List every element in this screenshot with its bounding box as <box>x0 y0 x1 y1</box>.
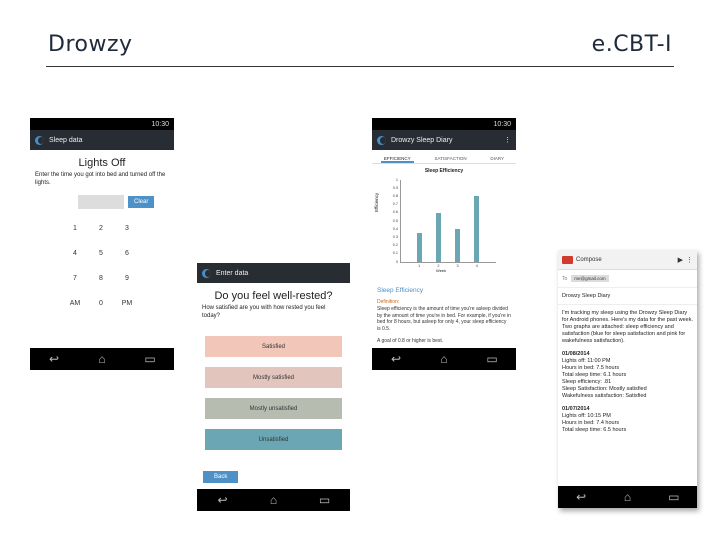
recents-nav-icon[interactable]: ▭ <box>318 493 331 507</box>
y-tick-label: 0.2 <box>392 243 398 248</box>
recents-nav-icon[interactable]: ▭ <box>668 490 680 504</box>
nav-bar <box>558 486 697 508</box>
back-nav-icon[interactable]: ↩ <box>217 493 228 507</box>
nav-bar <box>372 348 516 370</box>
home-nav-icon[interactable]: ⌂ <box>623 490 632 504</box>
subject-field[interactable]: Drowzy Sleep Diary <box>558 288 697 305</box>
back-button[interactable]: Back <box>203 471 238 483</box>
key-4[interactable]: 4 <box>73 250 77 257</box>
key-2[interactable]: 2 <box>99 225 103 232</box>
entry-line: Sleep efficiency: .81 <box>562 379 612 385</box>
y-tick-label: 1 <box>395 177 398 182</box>
back-nav-icon[interactable]: ↩ <box>48 352 60 366</box>
x-axis <box>400 262 496 263</box>
tab-diary[interactable]: DIARY <box>490 156 505 161</box>
entry-line: Lights off: 10:15 PM <box>562 413 611 419</box>
phone-email-compose <box>558 250 697 508</box>
action-bar <box>197 263 350 283</box>
answer-mostly-unsatisfied[interactable]: Mostly unsatisfied <box>205 398 342 419</box>
key-am[interactable]: AM <box>69 300 81 307</box>
recents-nav-icon[interactable]: ▭ <box>486 352 498 366</box>
answer-unsatisfied[interactable]: Unsatisfied <box>205 429 342 450</box>
entry-line: Lights off: 11:00 PM <box>562 358 611 364</box>
entry-line: Hours in bed: 7.4 hours <box>562 420 620 426</box>
recipient-chip[interactable]: me@gmail.com <box>571 275 608 282</box>
chart-title: Sleep Efficiency <box>424 168 464 174</box>
efficiency-bar <box>436 213 441 262</box>
moon-icon[interactable] <box>202 269 211 278</box>
nav-bar <box>30 348 174 370</box>
slide-title-left: Drowzy <box>48 32 133 57</box>
efficiency-bar <box>455 229 460 262</box>
email-body[interactable]: I'm tracking my sleep using the Drowzy Sleep Diary for Android phones. Here's my data for the past week. Two graphs are attached: sleep efficiency and satisfaction (blue for sleep satisfaction and pink for wakefulness satisfaction). <box>562 310 693 344</box>
y-axis-label: Efficiency <box>374 192 379 212</box>
action-bar <box>30 130 174 150</box>
definition-text: Sleep efficiency is the amount of time you're asleep divided by the amount of time you're in bed. For example, if you're in bed for 8 hours, but asleep for only 4, your sleep efficiency is 0.5. <box>377 306 511 332</box>
answer-mostly-satisfied[interactable]: Mostly satisfied <box>205 367 342 388</box>
compose-label: Compose <box>576 256 602 263</box>
time-input[interactable] <box>78 195 124 209</box>
home-nav-icon[interactable]: ⌂ <box>440 352 448 366</box>
overflow-menu-icon[interactable]: ⋮ <box>504 137 511 144</box>
key-0[interactable]: 0 <box>99 300 103 307</box>
phone-sleep-diary <box>372 118 516 370</box>
back-nav-icon[interactable]: ↩ <box>390 352 402 366</box>
nav-bar <box>197 489 350 511</box>
gmail-icon[interactable] <box>562 256 573 264</box>
y-axis <box>400 180 401 262</box>
x-tick-label: 2 <box>437 264 440 268</box>
instruction-text: How satisfied are you with how rested you feel today? <box>202 305 326 319</box>
phone-well-rested <box>197 263 350 511</box>
moon-icon[interactable] <box>377 136 386 145</box>
definition-title: Definition: <box>377 299 400 305</box>
entry-line: Wakefulness satisfaction: Satisfied <box>562 393 647 399</box>
action-bar <box>372 130 516 150</box>
entry-line: Hours in bed: 7.5 hours <box>562 365 620 371</box>
caption-title: Sleep Efficiency <box>377 287 424 294</box>
x-axis-label: Week <box>436 268 447 273</box>
x-tick-label: 1 <box>418 264 421 268</box>
y-tick-label: 0.3 <box>392 234 398 239</box>
key-6[interactable]: 6 <box>125 250 129 257</box>
home-nav-icon[interactable]: ⌂ <box>98 352 106 366</box>
send-icon[interactable]: ▶ <box>677 256 683 264</box>
clear-button[interactable]: Clear <box>128 196 154 208</box>
tab-satisfaction[interactable]: SATISFACTION <box>434 156 467 161</box>
y-tick-label: 0 <box>395 259 398 264</box>
overflow-menu-icon[interactable]: ⋮ <box>686 256 693 264</box>
goal-text: A goal of 0.8 or higher is best. <box>377 338 444 344</box>
screen-title: Sleep data <box>49 136 83 144</box>
screen-title: Drowzy Sleep Diary <box>391 136 453 144</box>
tab-efficiency[interactable]: EFFICIENCY <box>381 156 414 163</box>
y-tick-label: 0.9 <box>392 185 398 190</box>
efficiency-bar <box>417 233 422 262</box>
y-tick-label: 0.1 <box>392 251 398 256</box>
y-tick-label: 0.5 <box>392 218 398 223</box>
page-heading: Do you feel well-rested? <box>214 290 333 302</box>
key-7[interactable]: 7 <box>73 275 77 282</box>
entry-date: 01/07/2014 <box>562 406 590 412</box>
key-8[interactable]: 8 <box>99 275 103 282</box>
key-3[interactable]: 3 <box>125 225 129 232</box>
entry-line: Total sleep time: 6.1 hours <box>562 372 627 378</box>
y-tick-label: 0.8 <box>392 193 398 198</box>
efficiency-bar <box>474 196 479 262</box>
compose-bar <box>558 250 697 270</box>
keypad <box>62 222 174 311</box>
diary-entry <box>562 406 693 434</box>
status-time: 10:30 <box>493 120 511 128</box>
x-tick-label: 3 <box>456 264 459 268</box>
entry-date: 01/08/2014 <box>562 351 590 357</box>
to-label: To <box>562 275 568 282</box>
y-tick-label: 0.6 <box>392 210 398 215</box>
key-9[interactable]: 9 <box>125 275 129 282</box>
home-nav-icon[interactable]: ⌂ <box>269 493 278 507</box>
status-time: 10:30 <box>151 120 169 128</box>
page-heading: Lights Off <box>78 157 126 169</box>
screen-title: Enter data <box>216 269 249 277</box>
moon-icon[interactable] <box>35 136 44 145</box>
x-tick-label: 4 <box>475 264 478 268</box>
y-tick-label: 0.4 <box>392 226 398 231</box>
status-bar <box>30 118 174 130</box>
recents-nav-icon[interactable]: ▭ <box>144 352 156 366</box>
diary-entry <box>562 351 693 400</box>
status-bar <box>372 118 516 130</box>
tab-bar <box>372 150 516 164</box>
entry-line: Total sleep time: 6.5 hours <box>562 427 627 433</box>
key-5[interactable]: 5 <box>99 250 103 257</box>
phone-lights-off <box>30 118 174 370</box>
answer-satisfied[interactable]: Satisfied <box>205 336 342 357</box>
key-1[interactable]: 1 <box>73 225 77 232</box>
back-nav-icon[interactable]: ↩ <box>576 490 587 504</box>
y-tick-label: 0.7 <box>392 202 398 207</box>
entry-line: Sleep Satisfaction: Mostly satisfied <box>562 386 647 392</box>
efficiency-chart <box>372 164 516 280</box>
to-row <box>558 270 697 288</box>
slide-title-right: e.CBT-I <box>591 32 672 57</box>
instruction-text: Enter the time you got into bed and turned off the lights. <box>35 172 166 186</box>
key-pm[interactable]: PM <box>121 300 133 307</box>
title-divider <box>46 66 674 67</box>
